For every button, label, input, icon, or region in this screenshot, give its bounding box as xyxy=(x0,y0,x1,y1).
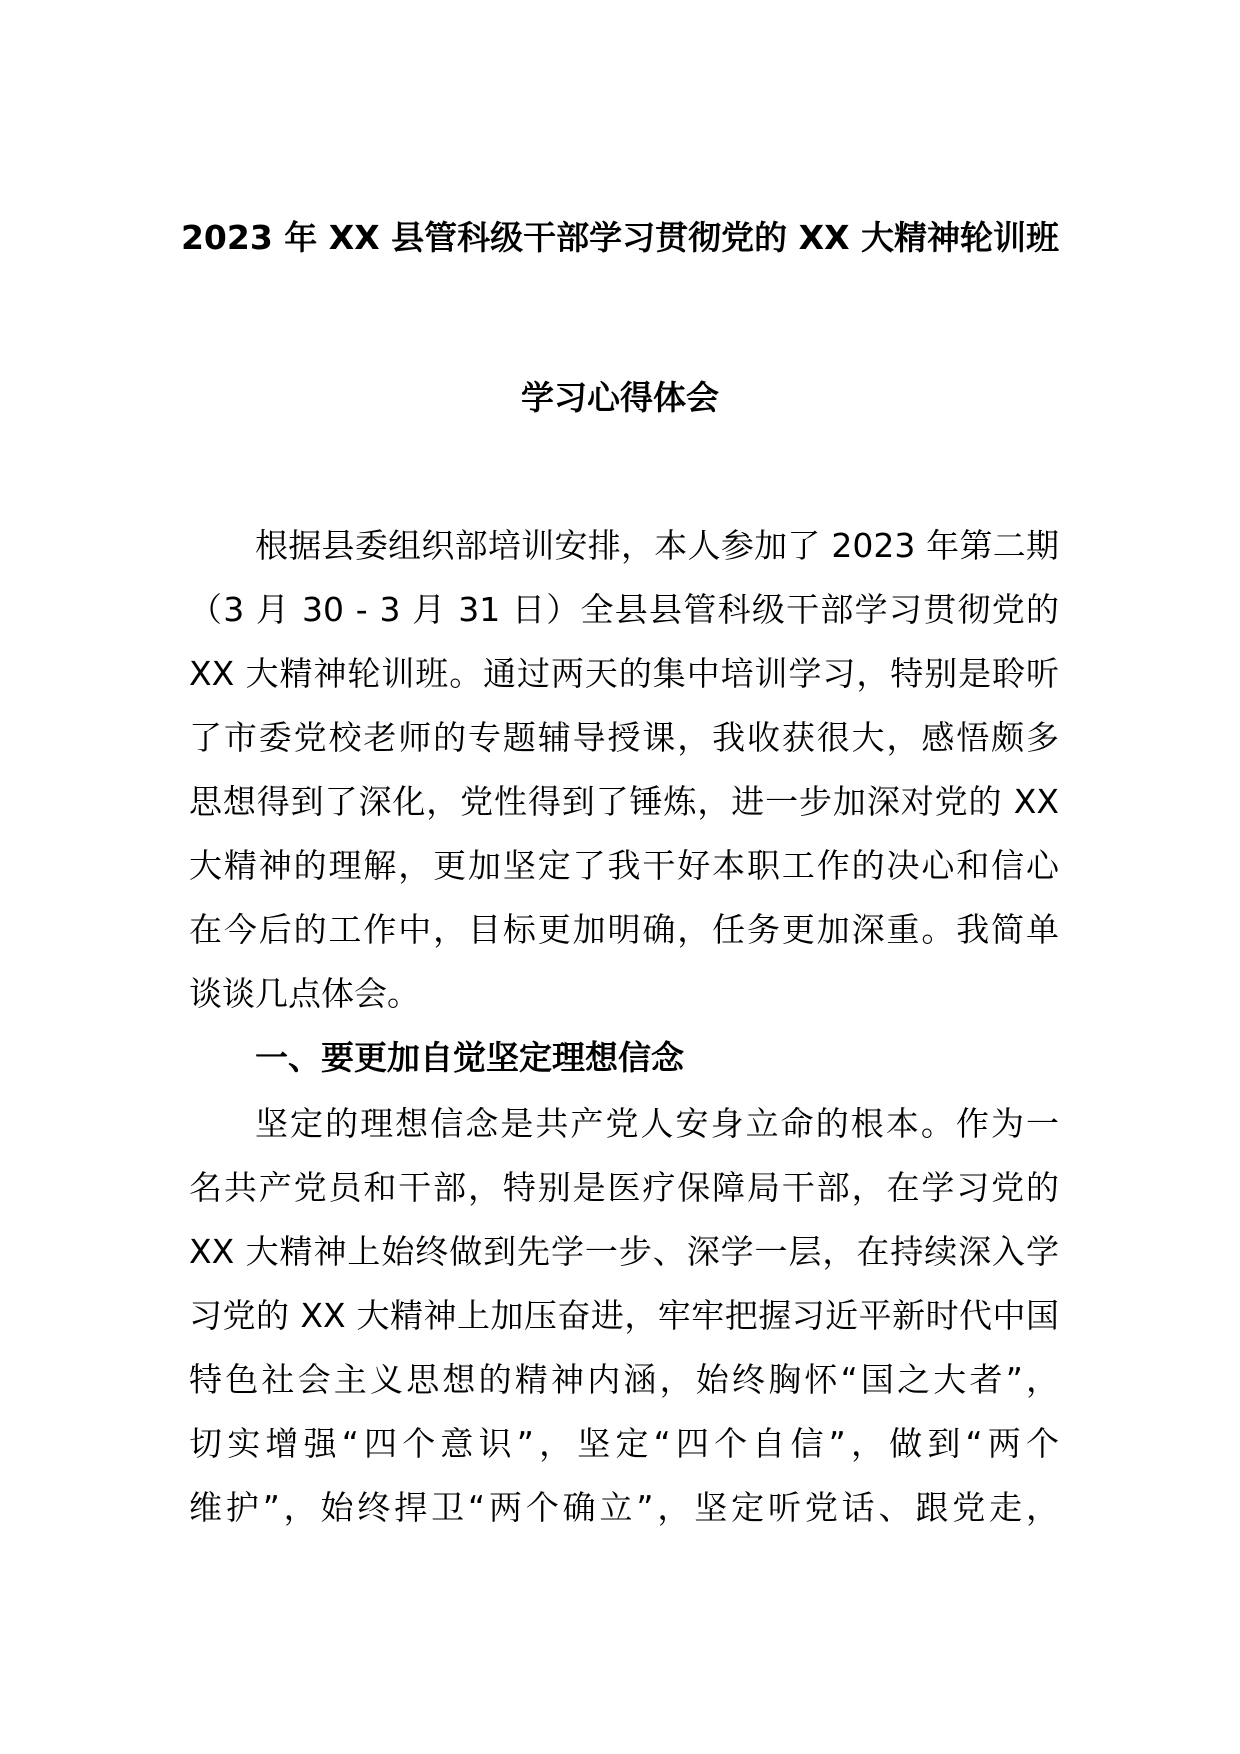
document-title-line-2: 学习心得体会 xyxy=(521,378,719,417)
paragraph-2-line-4: 习党的 XX 大精神上加压奋进，牢牢把握习近平新时代中国 xyxy=(189,1296,1059,1335)
document-title-line-1: 2023 年 XX 县管科级干部学习贯彻党的 XX 大精神轮训班 xyxy=(180,218,1060,257)
paragraph-1-line-2: （3 月 30 - 3 月 31 日）全县县管科级干部学习贯彻党的 xyxy=(189,590,1059,629)
paragraph-2-line-5: 特色社会主义思想的精神内涵，始终胸怀“国之大者”， xyxy=(189,1360,1059,1399)
paragraph-1-line-7: 在今后的工作中，目标更加明确，任务更加深重。我简单 xyxy=(189,910,1059,949)
paragraph-2-line-3: XX 大精神上始终做到先学一步、深学一层，在持续深入学 xyxy=(189,1232,1059,1271)
paragraph-1-line-5: 思想得到了深化，党性得到了锤炼，进一步加深对党的 XX xyxy=(189,782,1059,821)
paragraph-1-line-6: 大精神的理解，更加坚定了我干好本职工作的决心和信心 xyxy=(189,846,1059,885)
paragraph-2-line-2: 名共产党员和干部，特别是医疗保障局干部，在学习党的 xyxy=(189,1168,1059,1207)
section-heading-1: 一、要更加自觉坚定理想信念 xyxy=(255,1038,684,1077)
paragraph-2-line-1: 坚定的理想信念是共产党人安身立命的根本。作为一 xyxy=(255,1104,1059,1143)
paragraph-1-line-4: 了市委党校老师的专题辅导授课，我收获很大，感悟颇多 xyxy=(189,718,1059,757)
paragraph-1-line-8: 谈谈几点体会。 xyxy=(189,974,420,1013)
paragraph-2-line-7: 维护”，始终捍卫“两个确立”，坚定听党话、跟党走， xyxy=(189,1488,1059,1527)
paragraph-2-line-6: 切实增强“四个意识”，坚定“四个自信”，做到“两个 xyxy=(189,1424,1059,1463)
paragraph-1-line-3: XX 大精神轮训班。通过两天的集中培训学习，特别是聆听 xyxy=(189,654,1059,693)
paragraph-1-line-1: 根据县委组织部培训安排，本人参加了 2023 年第二期 xyxy=(255,526,1059,565)
